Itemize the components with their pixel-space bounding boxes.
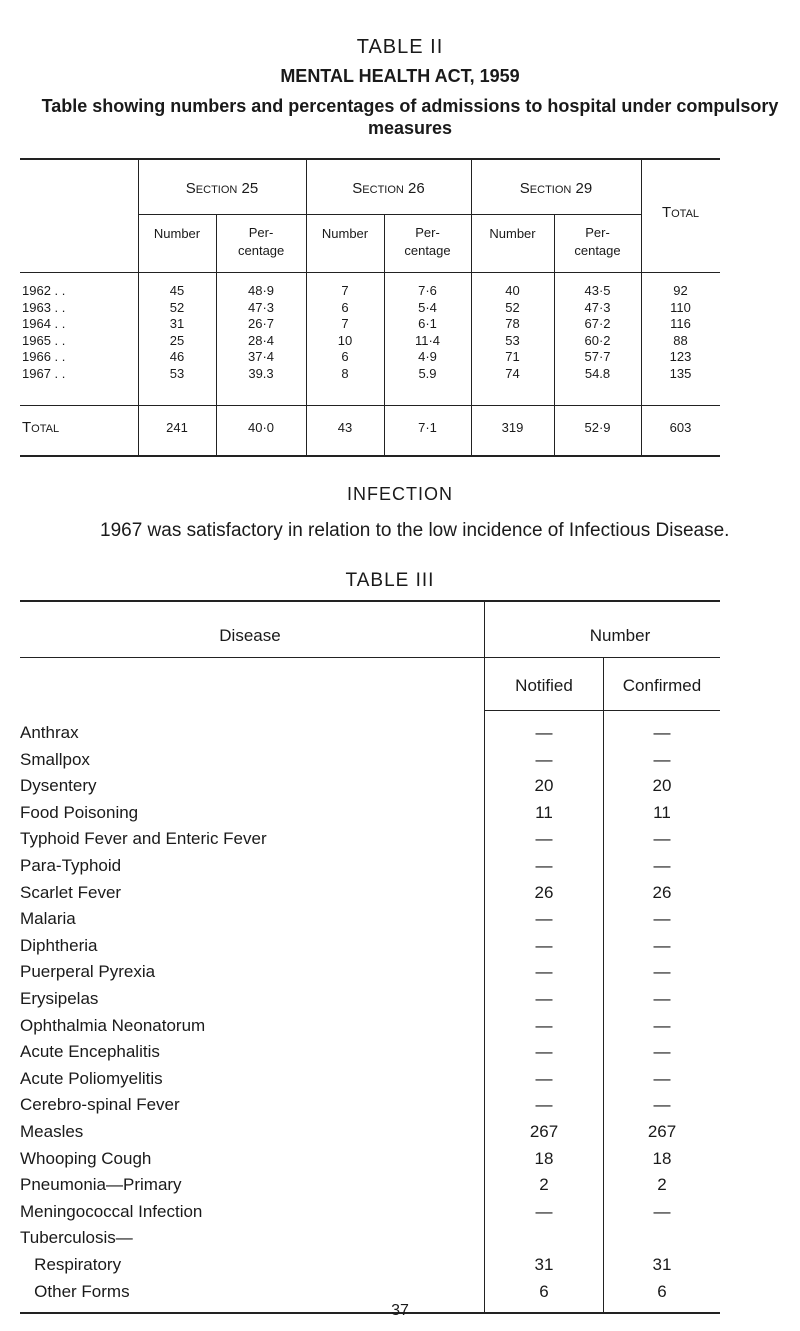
- table3-row: [20, 909, 720, 929]
- notified-value: —: [535, 749, 553, 769]
- disease-name: Acute Poliomyelitis: [20, 1068, 163, 1088]
- total-s29-percentage: 52·9: [584, 420, 611, 435]
- disease-name: Acute Encephalitis: [20, 1042, 160, 1062]
- table2-cell-s26n: 6: [341, 349, 349, 364]
- total-s26-number: 43: [337, 420, 353, 435]
- table2-cell-s29p: 43·5: [584, 283, 611, 298]
- disease-name: Para-Typhoid: [20, 856, 122, 875]
- disease-name: Puerperal Pyrexia: [20, 962, 156, 982]
- confirmed-value: 6: [657, 1281, 667, 1301]
- table2-cell-total: 135: [669, 365, 692, 381]
- table2-cell-total: 88: [673, 332, 688, 348]
- table2-total-label: Total: [22, 419, 60, 436]
- notified-column-header: Notified: [515, 676, 573, 695]
- disease-name: Whooping Cough: [20, 1148, 152, 1168]
- s29-number-header: Number: [489, 226, 536, 241]
- table2-cell-s29n: 74: [505, 365, 520, 381]
- table2-cell-s25p: 37·4: [247, 349, 275, 364]
- confirmed-value: —: [653, 935, 671, 955]
- table2-cell-total: 110: [670, 299, 691, 315]
- table3-heading: TABLE III: [345, 570, 435, 591]
- confirmed-value: —: [653, 749, 671, 769]
- table2-cell-s29p: 67·2: [584, 316, 611, 331]
- confirmed-value: —: [653, 1068, 671, 1088]
- total-header: Total: [661, 204, 700, 221]
- notified-value: —: [535, 962, 553, 982]
- disease-name: Anthrax: [20, 723, 79, 742]
- section-26-header: Section 26: [352, 180, 425, 197]
- table2-cell-s29n: 52: [505, 299, 520, 315]
- act-title: MENTAL HEALTH ACT, 1959: [280, 66, 520, 86]
- table3-row: [20, 936, 720, 956]
- notified-value: 11: [535, 802, 553, 822]
- confirmed-value: —: [653, 723, 671, 742]
- section-29-header: Section 29: [519, 180, 593, 197]
- notified-value: —: [535, 909, 553, 929]
- notified-value: —: [535, 935, 553, 955]
- disease-name: Ophthalmia Neonatorum: [20, 1015, 206, 1035]
- section-25-header: Section 25: [185, 180, 259, 197]
- disease-name: Other Forms: [20, 1281, 130, 1301]
- notified-value: —: [535, 723, 553, 742]
- table2-cell-s25p: 28·4: [247, 332, 275, 348]
- table3-row: [20, 883, 720, 903]
- disease-name: Cerebro-spinal Fever: [20, 1095, 180, 1115]
- table3-row: [20, 803, 720, 823]
- table2-top-rule: [20, 158, 720, 160]
- page-number: 37: [391, 1302, 409, 1319]
- table2-cell-total: 92: [673, 283, 688, 298]
- table2-cell-s26p: 7·6: [418, 283, 437, 298]
- notified-value: 2: [539, 1175, 549, 1195]
- table3-row: [20, 1042, 720, 1062]
- table2-cell-s26n: 8: [341, 365, 349, 381]
- table2-cell-s29n: 40: [505, 283, 520, 298]
- infection-paragraph: 1967 was satisfactory in relation to the low incidence of Infectious Disease.: [100, 520, 730, 541]
- notified-value: —: [535, 856, 553, 875]
- table2-cell-s25n: 31: [169, 316, 185, 331]
- table2-cell-s25n: 53: [169, 365, 185, 381]
- disease-name: Measles: [20, 1122, 84, 1141]
- notified-value: 26: [534, 882, 554, 902]
- table3-row: [20, 1149, 720, 1169]
- table2-cell-s26n: 7: [341, 316, 349, 331]
- total-s25-number: 241: [166, 420, 188, 435]
- table2-cell-total: 123: [669, 349, 692, 364]
- number-column-header: Number: [589, 626, 651, 645]
- table2-cell-s26p: 6·1: [418, 316, 437, 331]
- table3-row: [20, 829, 720, 849]
- table2-cell-year: 1967 . .: [22, 365, 66, 381]
- confirmed-value: —: [653, 1201, 671, 1221]
- table2-cell-year: 1964 . .: [22, 316, 66, 331]
- table2-cell-s25n: 46: [169, 349, 185, 364]
- table2-cell-s29n: 71: [505, 349, 520, 364]
- table2-cell-s29p: 54.8: [584, 365, 611, 381]
- confirmed-value: —: [653, 909, 671, 929]
- table2-cell-year: 1966 . .: [22, 349, 66, 364]
- confirmed-value: 11: [653, 802, 671, 822]
- table2-subheader-rule: [138, 214, 641, 215]
- table2-cell-s26n: 6: [341, 299, 349, 315]
- table2-cell-s26p: 5·4: [418, 299, 437, 315]
- disease-name: Typhoid Fever and Enteric Fever: [20, 829, 267, 849]
- table3-row: [20, 1202, 720, 1222]
- confirmed-value: 18: [652, 1148, 672, 1168]
- table3-top-rule: [20, 600, 720, 602]
- disease-name: Tuberculosis—: [20, 1228, 133, 1248]
- table3-row: [20, 723, 720, 743]
- total-s25-percentage: 40·0: [247, 420, 275, 435]
- notified-value: 31: [534, 1255, 554, 1274]
- notified-value: —: [535, 1201, 553, 1221]
- s26-number-header: Number: [321, 226, 369, 241]
- disease-column-header: Disease: [219, 626, 281, 645]
- disease-name: Scarlet Fever: [20, 882, 122, 902]
- disease-name: Dysentery: [20, 776, 97, 796]
- table2-cell-s25p: 47·3: [247, 299, 275, 315]
- confirmed-value: 26: [652, 882, 672, 902]
- disease-name: Diphtheria: [20, 935, 98, 955]
- notified-value: —: [535, 1095, 553, 1115]
- notified-value: 18: [534, 1148, 554, 1168]
- table2-cell-s29p: 47·3: [584, 299, 611, 315]
- s26-percentage-header: Per-centage: [404, 225, 451, 258]
- table2-cell-s26p: 4·9: [418, 349, 437, 364]
- table3-row: [20, 1122, 720, 1142]
- disease-name: Smallpox: [20, 749, 90, 769]
- confirmed-value: —: [653, 1042, 671, 1062]
- disease-name: Malaria: [20, 909, 76, 929]
- table3-row: [20, 989, 720, 1009]
- confirmed-value: —: [653, 989, 671, 1008]
- table2-cell-s25p: 48·9: [247, 283, 275, 298]
- notified-value: —: [535, 1015, 553, 1035]
- table3-row: [20, 1255, 720, 1275]
- notified-value: 267: [529, 1122, 559, 1141]
- table2-cell-s26n: 7: [341, 283, 349, 298]
- table2-cell-s29n: 53: [505, 332, 520, 348]
- s25-percentage-header: Per-centage: [238, 225, 285, 258]
- table3-row: [20, 1282, 720, 1302]
- confirmed-value: —: [653, 856, 671, 875]
- table3-row: [20, 750, 720, 770]
- confirmed-value: —: [653, 1015, 671, 1035]
- table2-total-rule: [20, 405, 720, 406]
- table2-cell-s29n: 78: [505, 316, 520, 331]
- table3-row: [20, 1228, 720, 1248]
- notified-value: —: [535, 1068, 553, 1088]
- table2-cell-s25p: 26·7: [247, 316, 275, 331]
- table2-cell-s25n: 45: [169, 283, 185, 298]
- table3-row: [20, 1175, 720, 1195]
- table2-bottom-rule: [20, 455, 720, 457]
- confirmed-value: 31: [652, 1255, 672, 1274]
- confirmed-value: 267: [647, 1122, 677, 1141]
- table2-caption: Table showing numbers and percentages of admissions to hospital under compulsory measures: [41, 96, 779, 138]
- notified-value: —: [535, 829, 553, 849]
- notified-value: —: [535, 989, 553, 1008]
- confirmed-value: —: [653, 829, 671, 849]
- s25-number-header: Number: [153, 226, 201, 241]
- disease-name: Erysipelas: [20, 989, 99, 1008]
- table3-row: [20, 1069, 720, 1089]
- disease-name: Food Poisoning: [20, 802, 139, 822]
- table2-cell-s29p: 60·2: [584, 332, 611, 348]
- total-s29-number: 319: [501, 420, 524, 435]
- disease-name: Respiratory: [20, 1255, 122, 1274]
- notified-value: —: [535, 1042, 553, 1062]
- confirmed-value: 20: [652, 776, 672, 796]
- table3-row: [20, 776, 720, 796]
- table2-cell-s29p: 57·7: [584, 349, 611, 364]
- table2-heading: TABLE II: [356, 36, 444, 58]
- table2-cell-year: 1965 . .: [22, 332, 66, 348]
- table3-row: [20, 1016, 720, 1036]
- grand-total: 603: [669, 420, 692, 435]
- confirmed-column-header: Confirmed: [622, 676, 702, 695]
- table3-rule: [20, 657, 720, 658]
- table2-cell-year: 1963 . .: [22, 299, 66, 315]
- table2-cell-s26n: 10: [337, 332, 353, 348]
- total-s26-percentage: 7·1: [418, 420, 437, 435]
- table2-cell-s25n: 25: [169, 332, 185, 348]
- disease-name: Pneumonia—Primary: [20, 1175, 182, 1195]
- confirmed-value: —: [653, 1095, 671, 1115]
- s29-percentage-header: Per-centage: [574, 225, 621, 258]
- table2-cell-s26p: 5.9: [418, 365, 437, 381]
- confirmed-value: 2: [657, 1175, 667, 1195]
- infection-heading: INFECTION: [347, 484, 453, 504]
- table3-row: [20, 962, 720, 982]
- table3-row: [20, 856, 720, 876]
- table2-cell-total: 116: [670, 316, 691, 331]
- table2-header-rule: [20, 272, 720, 273]
- table2-cell-year: 1962 . .: [22, 283, 66, 298]
- disease-name: Meningococcal Infection: [20, 1201, 203, 1221]
- table2-cell-s26p: 11·4: [414, 332, 441, 348]
- notified-value: 20: [534, 776, 554, 796]
- table3-row: [20, 1095, 720, 1115]
- confirmed-value: —: [653, 962, 671, 982]
- table2-cell-s25n: 52: [169, 299, 185, 315]
- table2-cell-s25p: 39.3: [248, 365, 274, 381]
- notified-value: 6: [539, 1281, 549, 1301]
